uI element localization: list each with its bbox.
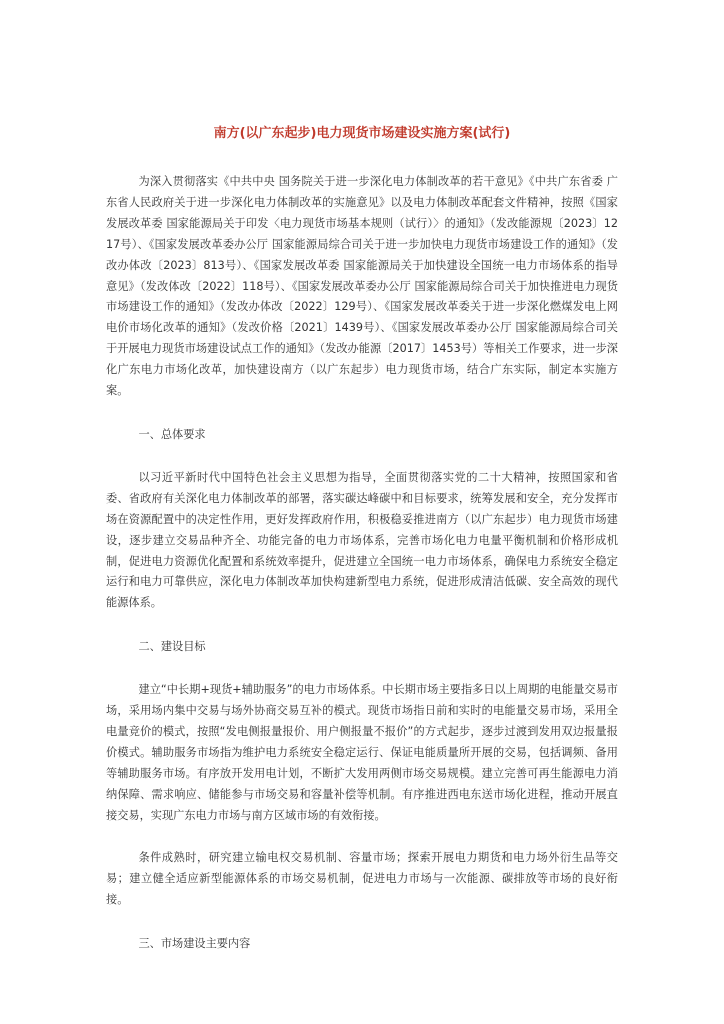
section3-heading: 三、市场建设主要内容	[138, 937, 251, 951]
intro-paragraph: 为深入贯彻落实《中共中央 国务院关于进一步深化电力体制改革的若干意见》《中共广东省委 广东省人民政府关于进一步深化电力体制改革的实施意见》以及电力体制改革配套文件精神，按照《国家发展改革委 国家能源局关于印发〈电力现货市场基本规则（试行）〉的通知》（发改能源规〔2023〕1217号）、《国家发展改革委办公厅 国家能源局综合司关于进一步加快电力现货市场建设工作的通知》（发改办体改〔2023〕813号）、《国家发展改革委 国家能源局关于加快建设全国统一电力市场体系的指导意见》（发改体改〔2022〕118号）、《国家发展改革委办公厅 国家能源局综合司关于加快推进电力现货市场建设工作的通知》（发改办体改〔2022〕129号）、《国家发展改革委关于进一步深化燃煤发电上网电价市场化改革的通知》（发改价格〔2021〕1439号）、《国家发展改革委办公厅 国家能源局综合司关于开展电力现货市场建设试点工作的通知》（发改办能源〔2017〕1453号）等相关工作要求，进一步深化广东电力市场化改革，加快建设南方（以广东起步）电力现货市场，结合广东实际，制定本实施方案。	[106, 175, 618, 398]
section2-paragraph-1: 建立“中长期+现货+辅助服务”的电力市场体系。中长期市场主要指多日以上周期的电能量交易市场，采用场内集中交易与场外协商交易互补的模式。现货市场指日前和实时的电能量交易市场，采用全电量竞价的模式，按照“发电侧报量报价、用户侧报量不报价”的方式起步，逐步过渡到发用双边报量报价模式。辅助服务市场指为维护电力系统安全稳定运行、保证电能质量所开展的交易，包括调频、备用等辅助服务市场。有序放开发用电计划，不断扩大发用两侧市场交易规模。建立完善可再生能源电力消纳保障、需求响应、储能参与市场交易和容量补偿等机制。有序推进西电东送市场化进程，推动开展直接交易，实现广东电力市场与南方区域市场的有效衔接。	[106, 683, 618, 822]
section1-paragraph: 以习近平新时代中国特色社会主义思想为指导，全面贯彻落实党的二十大精神，按照国家和省委、省政府有关深化电力体制改革的部署，落实碳达峰碳中和目标要求，统筹发展和安全，充分发挥市场在资源配置中的决定性作用，更好发挥政府作用，积极稳妥推进南方（以广东起步）电力现货市场建设，逐步建立交易品种齐全、功能完备的电力市场体系，完善市场化电力电量平衡机制和价格形成机制，促进电力资源优化配置和系统效率提升，促进建立全国统一电力市场体系，确保电力系统安全稳定运行和电力可靠供应，深化电力体制改革加快构建新型电力系统，促进形成清洁低碳、安全高效的现代能源体系。	[106, 470, 618, 610]
document-body	[106, 172, 618, 955]
section1-heading: 一、总体要求	[138, 427, 206, 441]
document-title: 南方(以广东起步)电力现货市场建设实施方案(试行)	[213, 126, 511, 141]
section2-heading: 二、建设目标	[138, 640, 206, 654]
section2-paragraph-2: 条件成熟时，研究建立输电权交易机制、容量市场；探索开展电力期货和电力场外衍生品等交易；建立健全适应新型能源体系的市场交易机制，促进电力市场与一次能源、碳排放等市场的良好衔接。	[106, 851, 618, 907]
